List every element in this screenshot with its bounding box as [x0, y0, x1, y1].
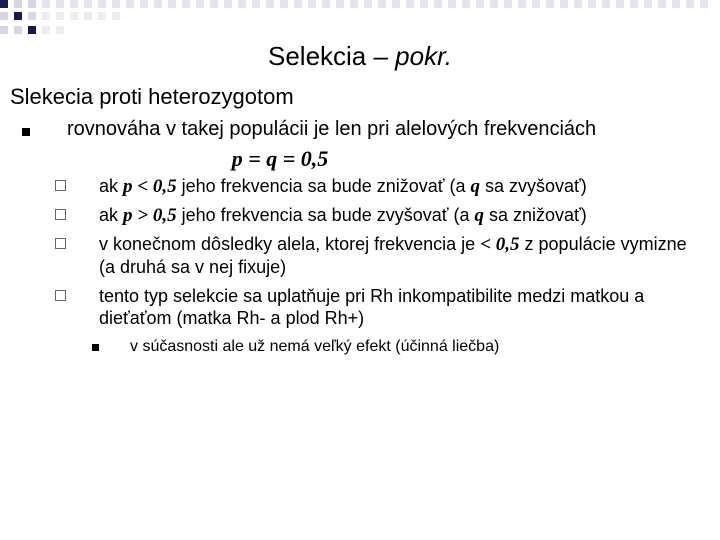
- item-text: tento typ selekcie sa uplatňuje pri Rh inkompatibilite medzi matkou a dieťaťom (matka Rh- a plod Rh+): [99, 286, 645, 328]
- hollow-square-bullet-icon: [55, 180, 66, 191]
- item-text: ak: [99, 205, 124, 225]
- section-heading: Slekecia proti heterozygotom: [10, 84, 294, 109]
- slide-title-main: Selekcia: [267, 41, 367, 71]
- item-text: jeho frekvencia sa bude zvyšovať (a: [176, 205, 475, 225]
- formula: p = q = 0,5: [231, 146, 329, 171]
- hollow-square-bullet-icon: [55, 290, 66, 301]
- slide-title-rest: – pokr.: [366, 41, 453, 71]
- sub-bullet-text: v súčasnosti ale už nemá veľký efekt (účinná liečba): [130, 338, 500, 355]
- level1-text: rovnováha v takej populácii je len pri alelových frekvenciách: [67, 118, 597, 140]
- item-text: sa zvyšovať): [480, 176, 587, 196]
- hollow-square-bullet-icon: [55, 209, 66, 220]
- item-text: sa znižovať): [484, 205, 587, 225]
- item-emphasis: p > 0,5: [123, 205, 177, 226]
- hollow-square-bullet-icon: [55, 238, 66, 249]
- square-bullet-icon: [92, 344, 99, 351]
- square-bullet-icon: [22, 128, 30, 136]
- item-emphasis: q: [470, 176, 481, 197]
- item-text: v konečnom dôsledky alela, ktorej frekvencia je: [99, 234, 481, 254]
- item-text: z populácie vymizne (a druhá sa v nej fixuje): [99, 234, 687, 277]
- slide-title: [0, 41, 720, 72]
- item-text: jeho frekvencia sa bude znižovať (a: [176, 176, 471, 196]
- item-emphasis: q: [474, 205, 484, 226]
- item-text: ak: [99, 176, 124, 196]
- item-emphasis: < 0,5: [480, 234, 520, 255]
- item-emphasis: p < 0,5: [123, 176, 177, 197]
